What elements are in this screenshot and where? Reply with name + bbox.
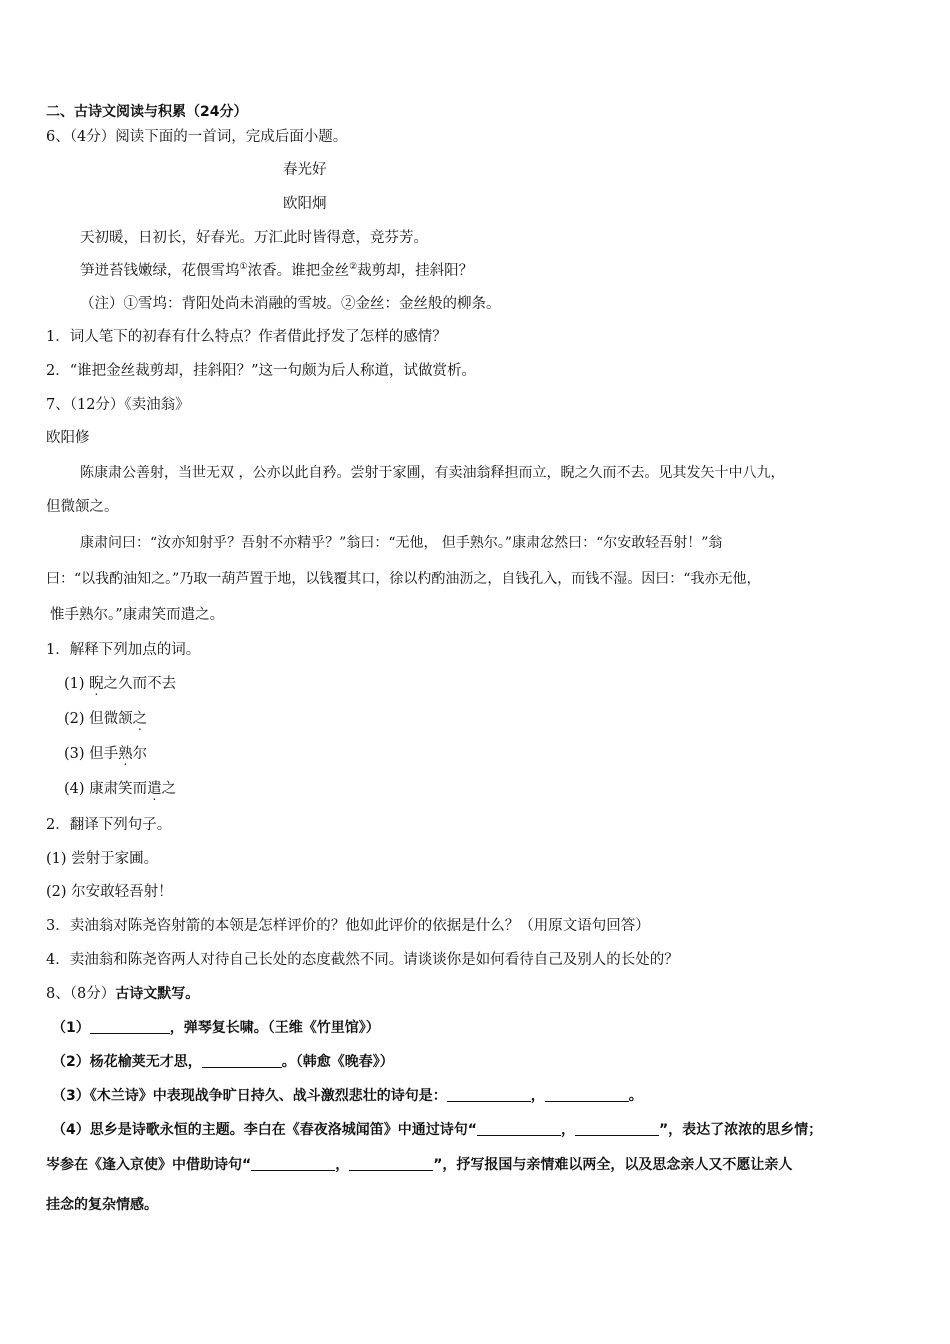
q8-item-3-comma: ， xyxy=(530,1088,545,1104)
blank-3[interactable] xyxy=(447,1087,531,1102)
q7-author: 欧阳修 xyxy=(46,430,90,446)
q6-sub2: 2．“谁把金丝裁剪却，挂斜阳？”这一句颇为后人称道，试做赏析。 xyxy=(46,363,477,379)
q8-stem-score: 8、（8分） xyxy=(46,986,116,1002)
passage-p1-line-2: 但微颔之。 xyxy=(46,499,119,515)
item-1-dotted-word: 睨 xyxy=(89,676,104,692)
q8-item-4-comma-2: ， xyxy=(335,1157,350,1173)
q7-sub4: 4．卖油翁和陈尧咨两人对待自己长处的态度截然不同。请谈谈你是如何看待自己及别人的长处的？ xyxy=(46,952,679,968)
q7-sub1-item-3 xyxy=(64,744,147,764)
q7-stem: 7、（12分）《卖油翁》 xyxy=(46,397,190,413)
note-text-1: 雪坞：背阳处尚未消融的雪坡。 xyxy=(138,296,341,312)
poem-title: 春光好 xyxy=(283,162,327,178)
poem-line-2-part-b: 浓香。谁把金丝 xyxy=(247,263,350,279)
q8-stem xyxy=(46,984,199,1004)
note-number-1: ① xyxy=(123,296,138,312)
q7-sub1-item-2 xyxy=(64,709,147,729)
q8-item-3-text-a: （3）《木兰诗》中表现战争旷日持久、战斗激烈悲壮的诗句是： xyxy=(52,1088,447,1104)
q7-sub1-item-4 xyxy=(64,779,176,799)
item-4-prefix: (4) 康肃笑而 xyxy=(64,781,148,797)
note-marker-2: ② xyxy=(349,262,358,273)
blank-6[interactable] xyxy=(575,1121,659,1136)
q8-item-3 xyxy=(52,1086,643,1106)
q8-item-4-text-a: （4）思乡是诗歌永恒的主题。李白在《春夜洛城闻笛》中通过诗句“ xyxy=(52,1122,477,1138)
q7-sub3: 3．卖油翁对陈尧咨射箭的本领是怎样评价的？他如此评价的依据是什么？（用原文语句回答） xyxy=(46,918,650,934)
q6-sub1: 1．词人笔下的初春有什么特点？作者借此抒发了怎样的感情？ xyxy=(46,329,447,345)
q8-item-2-text-a: （2）杨花榆荚无才思， xyxy=(52,1054,202,1070)
q8-item-1-text: ，弹琴复长啸。（王维《竹里馆》） xyxy=(169,1020,380,1036)
item-2-dotted-word: 之 xyxy=(132,711,148,727)
section-title: 二、古诗文阅读与积累（24分） xyxy=(46,104,248,120)
poem-line-2-part-a: 笋迸苔钱嫩绿，花偎雪坞 xyxy=(80,263,240,279)
q8-item-4-text-f: ”，抒写报国与亲情难以两全，以及思念亲人又不愿让亲人 xyxy=(433,1157,793,1173)
q7-sub1: 1．解释下列加点的词。 xyxy=(46,642,201,658)
item-1-prefix: (1) xyxy=(64,676,90,692)
q7-sub2-item-1: (1) 尝射于家圃。 xyxy=(46,851,159,867)
q8-item-2-text-b: 。（韩愈《晚春》） xyxy=(281,1054,394,1070)
blank-2[interactable] xyxy=(202,1053,282,1068)
q8-item-1 xyxy=(52,1018,380,1038)
note-text-2: 金丝：金丝般的柳条。 xyxy=(355,296,501,312)
poem-author: 欧阳炯 xyxy=(283,196,327,212)
q8-item-4-text-c: ”，表达了浓浓的思乡情； xyxy=(658,1122,823,1138)
blank-5[interactable] xyxy=(477,1121,561,1136)
q8-item-4-line-1 xyxy=(52,1120,822,1140)
q8-stem-title: 古诗文默写。 xyxy=(115,986,200,1002)
q8-item-4-text-d: 岑参在《逢入京使》中借助诗句“ xyxy=(46,1157,252,1173)
blank-1[interactable] xyxy=(90,1019,170,1034)
note-number-2: ② xyxy=(341,296,356,312)
passage-p2-line-1: 康肃问曰：“汝亦知射乎？吾射不亦精乎？”翁曰：“无他， 但手熟尔。”康肃忿然曰：“尔安敢轻吾射！”翁 xyxy=(80,535,723,551)
passage-p1-line-1: 陈康肃公善射，当世无双 ，公亦以此自矜。尝射于家圃，有卖油翁释担而立，睨之久而不去。见其发矢十中八九， xyxy=(80,465,785,481)
poem-line-2-part-c: 裁剪却，挂斜阳？ xyxy=(357,263,474,279)
q8-item-4-line-3: 挂念的复杂情感。 xyxy=(46,1197,158,1213)
q7-sub2-item-2: (2) 尔安敢轻吾射！ xyxy=(46,884,173,900)
blank-4[interactable] xyxy=(545,1087,629,1102)
poem-line-1: 天初暖，日初长，好春光。万汇此时皆得意，竞芬芳。 xyxy=(80,230,428,246)
passage-p2-line-3: 惟手熟尔。”康肃笑而遣之。 xyxy=(50,607,225,623)
poem-line-2 xyxy=(80,261,473,281)
q8-item-4-comma-1: ， xyxy=(560,1122,575,1138)
note-marker-1: ① xyxy=(239,262,248,273)
q8-item-1-label: （1） xyxy=(52,1020,90,1036)
q8-item-2 xyxy=(52,1052,394,1072)
note-label: （注） xyxy=(80,296,124,312)
q8-item-3-period: 。 xyxy=(628,1088,643,1104)
q6-stem: 6、（4分）阅读下面的一首词，完成后面小题。 xyxy=(46,129,348,145)
q7-sub2: 2．翻译下列句子。 xyxy=(46,817,172,833)
poem-notes xyxy=(80,294,501,314)
item-3-prefix: (3) 但手 xyxy=(64,746,119,762)
item-1-suffix: 之久而不去 xyxy=(103,676,177,692)
item-3-dotted-word: 熟 xyxy=(118,746,133,762)
item-4-suffix: 之 xyxy=(161,781,177,797)
blank-8[interactable] xyxy=(349,1156,433,1171)
blank-7[interactable] xyxy=(251,1156,335,1171)
item-2-prefix: (2) 但微颔 xyxy=(64,711,133,727)
item-3-suffix: 尔 xyxy=(132,746,148,762)
item-4-dotted-word: 遣 xyxy=(147,781,162,797)
q8-item-4-line-2 xyxy=(46,1155,792,1175)
passage-p2-line-2: 曰：“以我酌油知之。”乃取一葫芦置于地，以钱覆其口，徐以杓酌油沥之，自钱孔入，而钱不湿。因曰：“我亦无他， xyxy=(46,571,761,587)
q7-sub1-item-1 xyxy=(64,674,176,694)
